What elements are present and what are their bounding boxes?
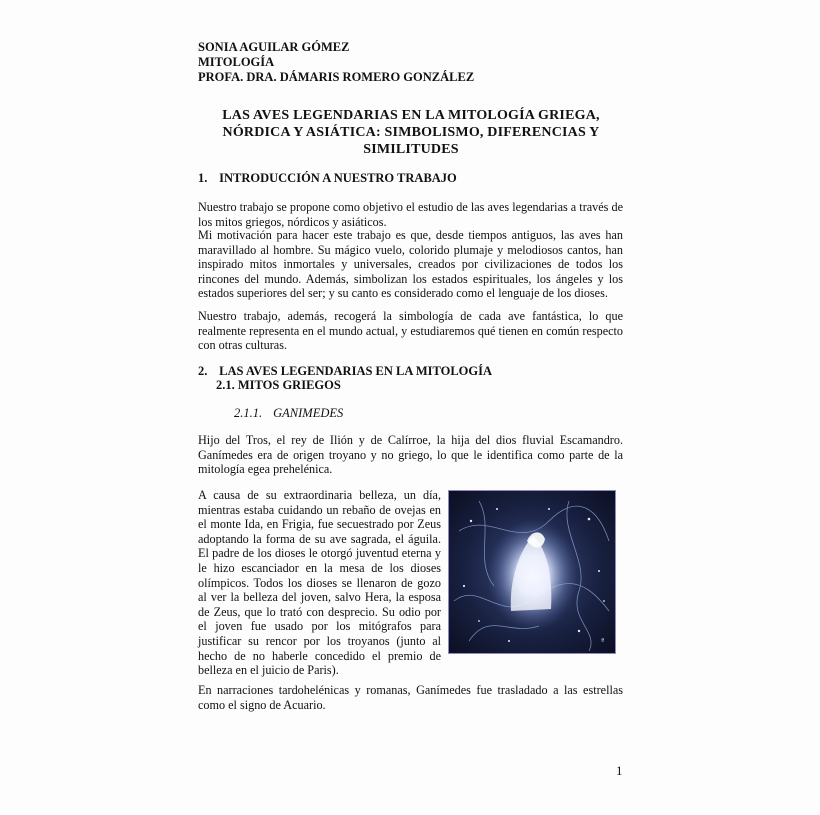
section-2-heading — [198, 364, 492, 379]
section-1-title: INTRODUCCIÓN A NUESTRO TRABAJO — [219, 171, 457, 185]
ganimedes-illustration — [448, 490, 616, 654]
subsubsection-title: GANIMEDES — [273, 406, 344, 420]
page-number: 1 — [616, 763, 623, 778]
intro-paragraph-3: Nuestro trabajo, además, recogerá la simbología de cada ave fantástica, lo que realmente representa en el mundo actual, y estudiaremos qué tienen en común respecto con otras culturas. — [198, 309, 623, 353]
intro-paragraph-1: Nuestro trabajo se propone como objetivo el estudio de las aves legendarias a través de los mitos griegos, nórdicos y asiáticos. — [198, 200, 623, 229]
section-1-heading — [198, 171, 457, 186]
document-title — [198, 107, 624, 158]
title-line-3: SIMILITUDES — [363, 142, 459, 157]
intro-paragraph-2: Mi motivación para hacer este trabajo es que, desde tiempos antiguos, las aves han maravillado al hombre. Su mágico vuelo, colorido plumaje y melodiosos cantos, han inspirado mitos inmortales y universales, creados por civilizaciones de todos los rincones del mundo. Además, simbolizan los estados espirituales, los ángeles y los estados superiores del ser; y su canto es considerado como el lenguaje de los dioses. — [198, 228, 623, 301]
professor-name: PROFA. DRA. DÁMARIS ROMERO GONZÁLEZ — [198, 70, 475, 84]
section-2-title: LAS AVES LEGENDARIAS EN LA MITOLOGÍA — [219, 364, 493, 378]
subsection-2-1-number: 2.1. — [216, 378, 235, 392]
section-1-number: 1. — [198, 171, 208, 185]
svg-text:ª: ª — [601, 637, 605, 645]
subsection-2-1-title: MITOS GRIEGOS — [237, 378, 341, 392]
subsection-2-1-heading — [216, 378, 341, 393]
document-header — [198, 40, 474, 85]
title-line-1: LAS AVES LEGENDARIAS EN LA MITOLOGÍA GRIEGA, — [222, 108, 600, 123]
ganimedes-paragraph-1: Hijo del Tros, el rey de Ilión y de Calírroe, la hija del dios fluvial Escamandro. Ganímedes era de origen troyano y no griego, lo que le identifica como parte de la mitología egea prehelénica. — [198, 433, 623, 477]
subsubsection-heading — [234, 406, 343, 421]
subject-name: MITOLOGÍA — [198, 55, 275, 69]
ganimedes-paragraph-3: En narraciones tardohelénicas y romanas, Ganímedes fue trasladado a las estrellas como el signo de Acuario. — [198, 683, 623, 712]
eagle-and-ganymede-image — [449, 491, 615, 653]
ganimedes-paragraph-2: A causa de su extraordinaria belleza, un día, mientras estaba cuidando un rebaño de ovejas en el monte Ida, en Frigia, fue secuestrado por Zeus adoptando la forma de su ave sagrada, el águila. El padre de los dioses le otorgó juventud eterna y le hizo escanciador en la mesa de los dioses olímpicos. Todos los dioses se llenaron de gozo al ver la belleza del joven, salvo Hera, la esposa de Zeus, que lo trató con desprecio. Su odio por el joven fue usado por los mitógrafos para justificar su rencor por los troyanos (junto al hecho de no haberle concedido el premio de belleza en el juicio de Paris). — [198, 488, 441, 678]
section-2-number: 2. — [198, 364, 208, 378]
author-name: SONIA AGUILAR GÓMEZ — [198, 40, 350, 54]
title-line-2: NÓRDICA Y ASIÁTICA: SIMBOLISMO, DIFERENCIAS Y — [222, 125, 600, 140]
subsubsection-number: 2.1.1. — [234, 406, 263, 420]
